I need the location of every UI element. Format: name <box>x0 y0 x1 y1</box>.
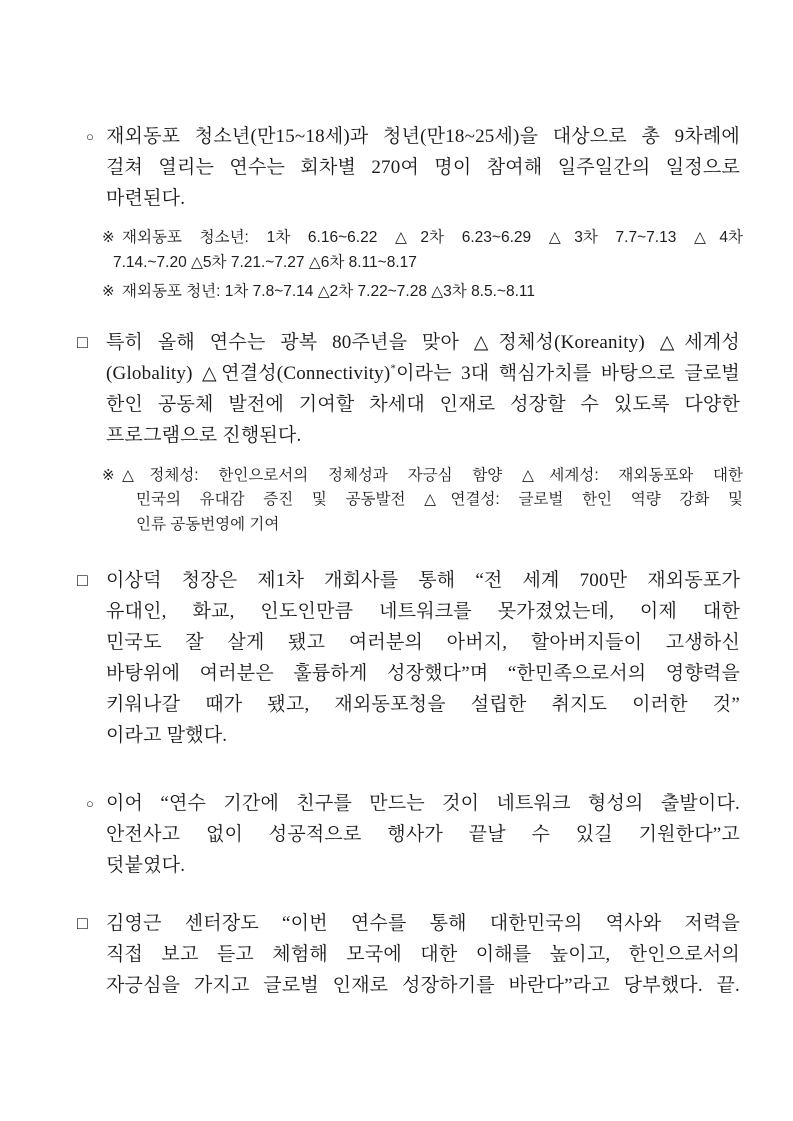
body-paragraph <box>86 788 740 881</box>
text-line: 안전사고 없이 성공적으로 행사가 끝날 수 있길 기원한다”고 <box>106 824 740 845</box>
body-paragraph <box>77 327 740 451</box>
text-line: 김영근 센터장도 “이번 연수를 통해 대한민국의 역사와 저력을 <box>106 913 740 934</box>
text-line: 키워나갈 때가 됐고, 재외동포청을 설립한 취지도 이러한 것” <box>106 694 740 715</box>
text-line: 민국의 유대감 증진 및 공동발전 △연결성: 글로벌 한인 역량 강화 및 <box>136 491 743 508</box>
footnote-paragraph <box>102 226 743 275</box>
footnote-paragraph <box>102 280 743 305</box>
text-line: 이상덕 청장은 제1차 개회사를 통해 “전 세계 700만 재외동포가 <box>106 570 740 591</box>
text-line: 바탕위에 여러분은 훌륭하게 성장했다”며 “한민족으로서의 영향력을 <box>106 663 740 684</box>
text-line: 인류 공동번영에 기여 <box>136 515 280 533</box>
text-line: 마련된다. <box>106 188 186 209</box>
footnote-paragraph <box>102 464 743 538</box>
text-line: (Globality) △연결성(Connectivity)*이라는 3대 핵심가치를 바탕으로 글로벌 <box>106 362 740 384</box>
document-content <box>0 121 793 1001</box>
text-line: △정체성: 한인으로서의 정체성과 자긍심 함양 △세계성: 재외동포와 대한 <box>122 466 743 484</box>
superscript-asterisk: * <box>390 362 397 375</box>
square-bullet: □ <box>77 331 89 352</box>
body-paragraph <box>86 121 740 214</box>
text-line: 재외동포 청소년: 1차 6.16~6.22 △2차 6.23~6.29 △3차 7.7~7.13 △4차 <box>122 229 743 246</box>
text-line: 자긍심을 가지고 글로벌 인재로 성장하기를 바란다”라고 당부했다. 끝. <box>106 975 740 996</box>
reference-mark: ※ <box>102 229 115 246</box>
text-line: 이라고 말했다. <box>106 725 228 746</box>
reference-mark: ※ <box>102 466 115 484</box>
square-bullet: □ <box>77 570 89 590</box>
body-paragraph <box>77 908 740 1001</box>
text-line: 덧붙였다. <box>106 855 186 876</box>
circle-bullet: ○ <box>86 129 95 144</box>
text-line: 이어 “연수 기간에 친구를 만드는 것이 네트워크 형성의 출발이다. <box>106 793 740 814</box>
text-line: 재외동포 청년: 1차 7.8~7.14 △2차 7.22~7.28 △3차 8.5.~8.11 <box>122 283 535 300</box>
text-line: 걸쳐 열리는 연수는 회차별 270여 명이 참여해 일주일간의 일정으로 <box>106 157 740 178</box>
text-line: 재외동포 청소년(만15~18세)과 청년(만18~25세)을 대상으로 총 9차례에 <box>106 126 740 147</box>
body-paragraph <box>77 565 740 751</box>
text-line: 직접 보고 듣고 체험해 모국에 대한 이해를 높이고, 한인으로서의 <box>106 944 740 965</box>
square-bullet: □ <box>77 913 89 933</box>
text-line: 유대인, 화교, 인도인만큼 네트워크를 못가졌었는데, 이제 대한 <box>106 601 740 622</box>
reference-mark: ※ <box>102 283 115 300</box>
circle-bullet: ○ <box>86 796 95 811</box>
text-line: 특히 올해 연수는 광복 80주년을 맞아 △정체성(Koreanity) △세계성 <box>106 331 740 353</box>
text-line: 7.14.~7.20 △5차 7.21.~7.27 △6차 8.11~8.17 <box>113 253 417 271</box>
text-line: 민국도 잘 살게 됐고 여러분의 아버지, 할아버지들이 고생하신 <box>106 632 740 653</box>
text-line: 한인 공동체 발전에 기여할 차세대 인재로 성장할 수 있도록 다양한 <box>106 393 740 415</box>
text-line: 프로그램으로 진행된다. <box>106 424 302 446</box>
